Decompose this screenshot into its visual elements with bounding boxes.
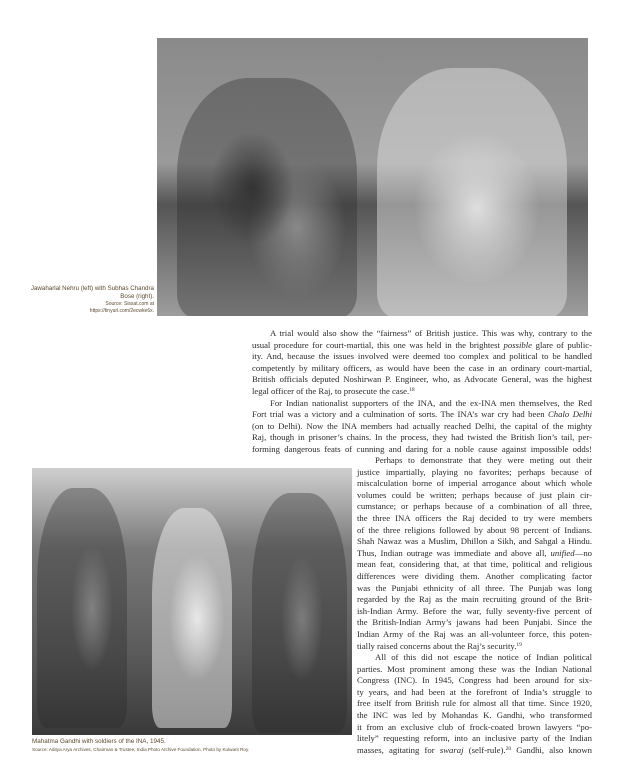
text-line <box>357 652 592 664</box>
text-segment: free itself from British rule for almost all that time. Since 1920, <box>357 698 592 709</box>
text-line <box>252 444 592 456</box>
text-segment: the INC was led by Mohandas K. Gandhi, who transformed <box>357 710 592 721</box>
text-line <box>357 664 592 676</box>
text-segment: masses, agitating for <box>357 744 440 755</box>
text-segment: Gandhi, also known <box>511 744 593 755</box>
text-line <box>357 675 592 687</box>
footnote-ref: 20 <box>505 745 512 752</box>
text-segment: differences were dividing them. Another complicating factor <box>357 570 592 581</box>
text-segment: was the Punjabi ethnicity of all three. The Punjab was long <box>357 582 592 593</box>
text-line <box>357 478 592 490</box>
photo-figure-gandhi <box>152 508 232 728</box>
caption-title: Jawaharlal Nehru (left) with Subhas Chandra Bose (right). <box>30 285 154 300</box>
text-line <box>252 328 592 340</box>
italic-text: Chalo Delhi <box>548 409 593 420</box>
text-segment: A trial would also show the “fairness” of British justice. This was why, contrary to the <box>270 328 592 338</box>
text-line <box>357 629 592 641</box>
text-segment: usual procedure for court-martial, this one was held in the brightest <box>252 339 504 350</box>
text-line <box>252 421 592 433</box>
photo-figure-soldier <box>252 493 347 733</box>
text-line <box>252 398 592 410</box>
italic-text: unified <box>550 547 575 558</box>
text-line <box>357 490 592 502</box>
text-line <box>357 583 592 595</box>
text-segment: justice impartially, playing no favorites; perhaps because of <box>357 466 592 477</box>
text-line <box>357 733 592 745</box>
text-segment: For Indian nationalist supporters of the INA, and the ex-INA men themselves, the Red <box>270 397 592 408</box>
text-line <box>357 513 592 525</box>
body-text-column <box>357 455 592 756</box>
text-line <box>357 559 592 571</box>
text-segment: regarded by the Raj as the main recruiting ground of the Brit- <box>357 594 592 605</box>
text-line <box>357 594 592 606</box>
photo-figure-bose <box>377 68 567 316</box>
text-line <box>357 687 592 699</box>
photo-nehru-bose <box>157 38 588 316</box>
text-segment: miscalculation borne of imperial arrogance about which whole <box>357 478 592 489</box>
text-line <box>357 548 592 560</box>
text-segment: —no <box>574 547 592 558</box>
text-segment: the British-Indian Army’s jawans had been Punjabi. Since the <box>357 617 592 628</box>
text-line <box>252 409 592 421</box>
text-segment: glare of public- <box>532 339 592 350</box>
text-line <box>357 606 592 618</box>
text-segment: ity. And, because the issues involved were deemed too complex and political to be handled <box>252 351 592 362</box>
text-segment: (on to Delhi). Now the INA members had actually reached Delhi, the capital of the mighty <box>252 420 592 431</box>
text-line <box>357 745 592 757</box>
text-line <box>357 641 592 653</box>
text-line <box>357 710 592 722</box>
body-text-wide <box>252 328 592 456</box>
text-segment: it from an exclusive club of frock-coated brown lawyers “po- <box>357 721 592 732</box>
text-line <box>252 340 592 352</box>
text-segment: litely” requesting reform, into an inclusive party of the Indian <box>357 733 592 744</box>
text-segment: cumstance; or perhaps because of a combination of all three, <box>357 501 592 512</box>
caption-source: Source: Sissat.com at <box>105 301 154 307</box>
text-segment: ty years, and had been at the forefront of India’s struggle to <box>357 686 592 697</box>
text-segment: (self-rule). <box>463 744 506 755</box>
text-line <box>357 525 592 537</box>
text-segment: volumes could be written; perhaps because of just plain cir- <box>357 489 592 500</box>
text-segment: of the three religions followed by about 98 percent of Indians. <box>357 524 592 535</box>
text-line <box>357 722 592 734</box>
text-segment: forming dangerous feats of cunning and daring for a noble cause against impossible odds! <box>252 443 592 454</box>
italic-text: possible <box>503 339 533 350</box>
text-line <box>357 501 592 513</box>
text-line <box>252 374 592 386</box>
caption-source-url: https://tinyurl.com/2ecwke6x. <box>89 308 154 314</box>
text-line <box>252 432 592 444</box>
footnote-ref: 19 <box>516 641 522 648</box>
photo-gandhi-ina-soldiers <box>32 468 352 735</box>
caption-source: Source: Aditya Arya Archives, Chairman & Trustee, India Photo Archive Foundation. Photo by Kulwant Roy. <box>32 747 250 752</box>
text-segment: parties. Most prominent among these was the Indian National <box>357 663 592 674</box>
caption-title: Mahatma Gandhi with soldiers of the INA, 1945. <box>32 738 166 745</box>
text-line <box>252 363 592 375</box>
text-segment: Congress (INC). In 1945, Congress had been around for six- <box>357 675 592 686</box>
text-segment: the three INA officers the Raj decided to try were members <box>357 512 592 523</box>
text-segment: British officials deputed Noshirwan P. Engineer, who, as Advocate General, was the highest <box>252 374 592 385</box>
text-segment: Fort trial was a victory and a culmination of sorts. The INA’s war cry had been <box>252 409 549 420</box>
caption-bottom-photo <box>32 738 362 753</box>
text-segment: Thus, Indian outrage was immediate and above all, <box>357 547 551 558</box>
text-segment: Perhaps to demonstrate that they were meting out their <box>375 455 592 465</box>
text-line <box>357 571 592 583</box>
text-segment: mean feat, considering that, at that time, political and religious <box>357 559 592 570</box>
text-segment: competently by military officers, as would have been the case in an ordinary court-martial, <box>252 362 592 373</box>
text-segment: Indian Army of the Raj was an all-volunteer force, this poten- <box>357 628 592 639</box>
photo-figure-nehru <box>177 78 357 316</box>
text-line <box>357 536 592 548</box>
text-segment: Raj, though in prisoner’s chains. In the process, they had twisted the British lion’s tail, per- <box>252 432 592 443</box>
text-segment: Shah Nawaz was a Muslim, Dhillon a Sikh, and Sahgal a Hindu. <box>357 536 592 547</box>
text-segment: All of this did not escape the notice of Indian political <box>375 652 592 663</box>
caption-top-photo <box>30 285 154 315</box>
text-line <box>357 617 592 629</box>
text-line <box>357 698 592 710</box>
text-line <box>252 386 592 398</box>
text-line <box>252 351 592 363</box>
photo-figure-soldier <box>37 488 127 728</box>
italic-text: swaraj <box>439 744 464 755</box>
text-segment: ish-Indian Army. Before the war, fully seventy-five percent of <box>357 605 592 616</box>
text-line <box>357 455 592 467</box>
footnote-ref: 18 <box>409 386 415 393</box>
text-segment: tially raised concerns about the Raj’s security. <box>357 640 517 651</box>
text-segment: legal officer of the Raj, to prosecute the case. <box>252 385 410 396</box>
text-line <box>357 467 592 479</box>
